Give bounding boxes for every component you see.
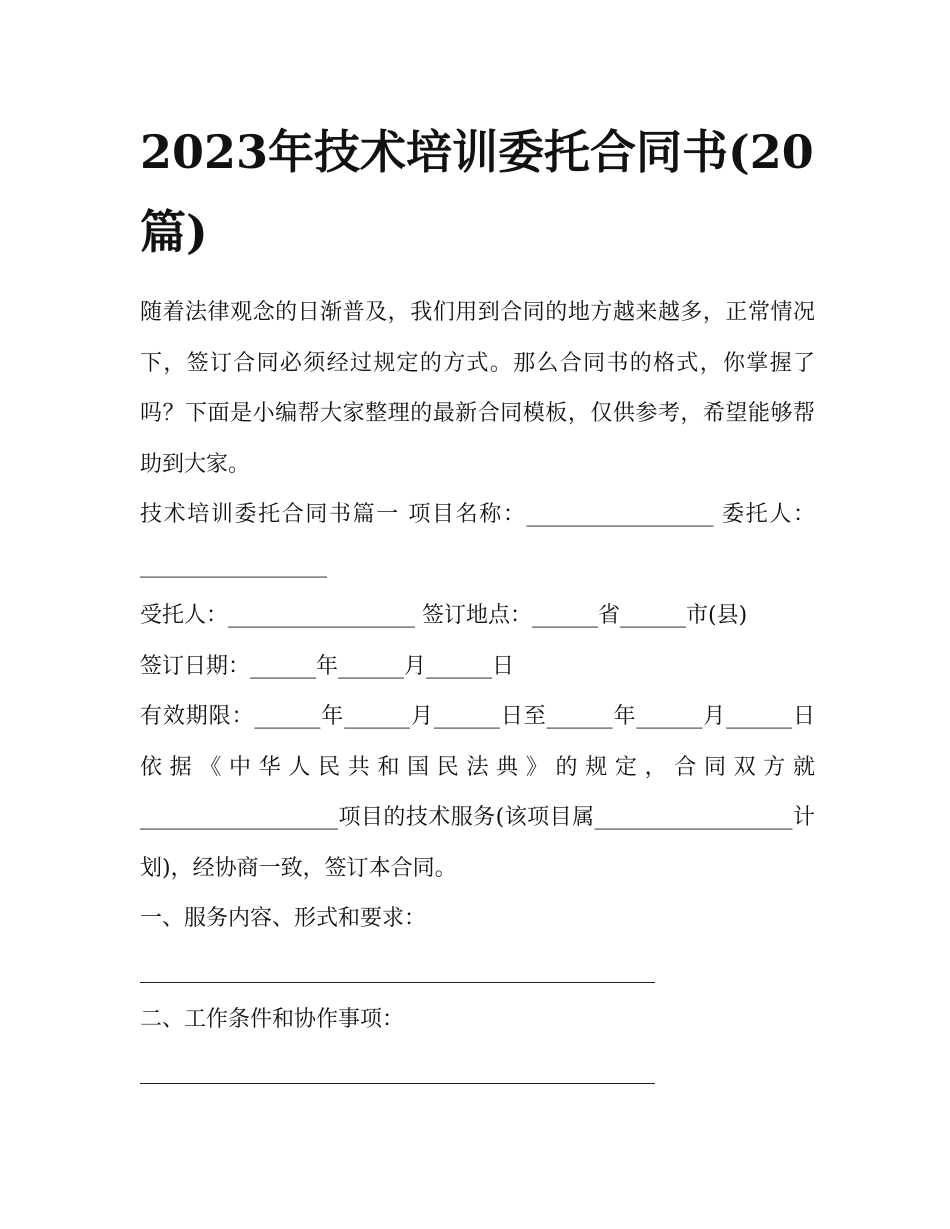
intro-paragraph: 随着法律观念的日渐普及，我们用到合同的地方越来越多，正常情况下，签订合同必须经过规定的方式。那么合同书的格式，你掌握了吗？下面是小编帮大家整理的最新合同模板，仅供参考，希望能够帮助到大家。 xyxy=(140,300,815,477)
document-title: 2023年技术培训委托合同书(20篇) xyxy=(140,125,814,259)
blank-fill-line xyxy=(140,1046,655,1097)
section-heading-conditions: 二、工作条件和协作事项： xyxy=(140,1007,405,1032)
document-page xyxy=(140,112,815,1096)
project-delegator-paragraph: 技术培训委托合同书篇一 项目名称：_________________ 委托人：_________________ xyxy=(140,502,815,578)
blank-fill-line xyxy=(140,945,655,996)
validity-paragraph: 有效期限：______年______月______日至______年______月______日依据《中华人民共和国民法典》的规定，合同双方就__________________项目的技术服务(该项目属__________________计划)，经协商一致，签订本合同。 xyxy=(140,704,815,881)
section-heading-service: 一、服务内容、形式和要求： xyxy=(140,906,427,931)
document-body xyxy=(140,288,815,1096)
signing-date-paragraph: 签订日期：______年______月______日 xyxy=(140,653,515,679)
trustee-location-paragraph: 受托人：_________________ 签订地点：______省______市(县) xyxy=(140,603,748,628)
